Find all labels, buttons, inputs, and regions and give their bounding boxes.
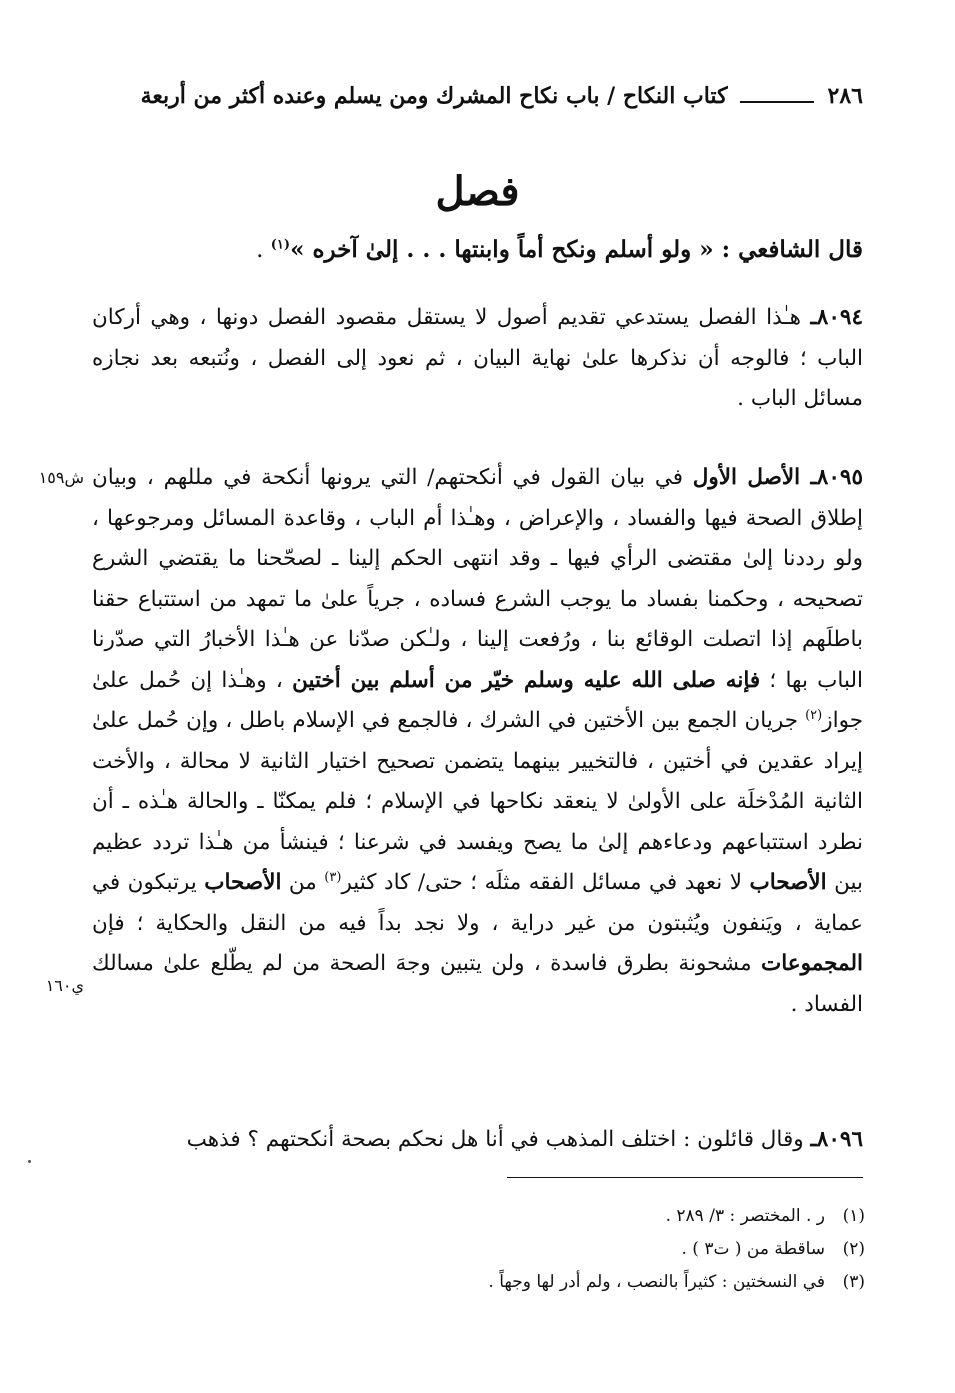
quote-text: « ولو أسلم ونكح أماً وابنتها . . . إلىٰ آخره » xyxy=(290,236,714,263)
footnote-rule xyxy=(507,1177,863,1178)
footnote-1 xyxy=(265,1200,865,1233)
paragraph-8094 xyxy=(92,298,863,420)
shafii-quote xyxy=(92,236,863,263)
quote-speaker: قال الشافعي : xyxy=(721,236,863,263)
paragraph-number: ٨٠٩٦ـ xyxy=(810,1127,863,1152)
paragraph-text: ، وهـٰذا إن حُمل علىٰ جواز xyxy=(92,667,863,733)
paragraph-number: ٨٠٩٥ـ xyxy=(810,465,863,490)
paragraph-number: ٨٠٩٤ـ xyxy=(810,305,863,330)
bold-term: المجموعات xyxy=(761,951,863,976)
bold-term: الأصحاب xyxy=(749,870,827,895)
running-header xyxy=(96,78,863,114)
footnote-ref-1: (١) xyxy=(270,237,291,253)
paragraph-text: يرتبكون في عماية ، ويَنفون ويُثبتون من غير دراية ، ولا نجد بداً فيه من النقل والحكاية ؛ فإن xyxy=(92,870,863,936)
bold-term: الأصل الأول xyxy=(692,465,811,490)
footnote-ref-2: (٢) xyxy=(805,707,823,723)
footnotes xyxy=(265,1200,865,1299)
running-title: كتاب النكاح / باب نكاح المشرك ومن يسلم وعنده أكثر من أربعة xyxy=(140,83,728,109)
footnote-number: (٣) xyxy=(842,1272,865,1292)
footnote-3 xyxy=(265,1266,865,1299)
paragraph-text: مشحونة بطرق فاسدة ، ولن يتبين وجهَ الصحة من لم يطّلع علىٰ مسالك الفساد . xyxy=(92,951,863,1017)
margin-note-sh159: ش١٥٩ xyxy=(38,468,84,487)
quote-end: . xyxy=(256,237,271,263)
footnote-number: (٢) xyxy=(842,1239,865,1259)
paragraph-text: في بيان القول في أنكحتهم/ التي يرونها أنكحة في مللهم ، وبيان إطلاق الصحة فيها والفساد ، والإعراض ، وهـٰذا أم الباب ، وقاعدة المسائل ومرجوعها ، ولو رددنا إلىٰ مقتضى الرأي فيها ـ وقد انتهى الحكم إلينا ـ لصحّحنا ما يقتضي الشرع تصحيحه ، وحكمنا بفساد ما يوجب الشرع فساده ، جرياً علىٰ ما تمهد من استتباع حقنا باطلَهم إذا اتصلت الوقائع بنا ، ورُفعت إلينا ، ولـٰكن صدّنا عن هـٰذا الأخبارُ التي صدّرنا الباب بها ؛ xyxy=(92,465,863,693)
paragraph-text: جريان الجمع بين الأختين في الشرك ، فالجمع في الإسلام باطل ، وإن حُمل علىٰ إيراد عقدين في أختين ، فالتخيير بينهما يتضمن تصحيح اختيار الثانية لا محالة ، والأخت الثانية المُدْخلَة على الأولىٰ لا ينعقد نكاحها في الإسلام ؛ فلم يمكنّا ـ والحالة هـٰذه ـ أن نطرد استتباعهم ودعاءهم إلىٰ ما يصح ويفسد في شرعنا ؛ فينشأ من هـٰذا تردد عظيم بين xyxy=(92,708,863,895)
footnote-text: ر . المختصر : ٣/ ٢٨٩ . xyxy=(665,1206,825,1226)
paragraph-text: لا نعهد في مسائل الفقه مثلَه ؛ حتى/ كاد كثير xyxy=(341,870,750,895)
paragraph-8095 xyxy=(92,458,863,1025)
page-number: ٢٨٦ xyxy=(827,83,863,109)
bold-term: الأصحاب xyxy=(204,870,282,895)
paragraph-text: من xyxy=(281,870,325,895)
paragraph-text: هـٰذا الفصل يستدعي تقديم أصول لا يستقل مقصود الفصل دونها ، وهي أركان الباب ؛ فالوجه أن نذكرها علىٰ نهاية البيان ، ثم نعود إلى الفصل ، ونُتبعه بعد نجازه مسائل الباب . xyxy=(92,305,863,411)
paragraph-8096 xyxy=(92,1120,863,1161)
section-heading: فصل xyxy=(435,168,520,215)
footnote-text: ساقطة من ( ت٣ ) . xyxy=(681,1239,825,1259)
paragraph-text: وقال قائلون : اختلف المذهب في أنا هل نحكم بصحة أنكحتهم ؟ فذهب xyxy=(186,1127,811,1152)
header-rule xyxy=(740,101,814,103)
footnote-number: (١) xyxy=(842,1206,865,1226)
bold-hadith: فإنه صلى الله عليه وسلم خيّر من أسلم بين أختين xyxy=(292,667,761,693)
footnote-ref-3: (٣) xyxy=(324,869,342,885)
footnote-text: في النسختين : كثيراً بالنصب ، ولم أدر لها وجهاً . xyxy=(488,1272,825,1292)
margin-note-y160: ي١٦٠ xyxy=(45,976,84,995)
footnote-2 xyxy=(265,1233,865,1266)
scan-speck xyxy=(28,1160,31,1163)
